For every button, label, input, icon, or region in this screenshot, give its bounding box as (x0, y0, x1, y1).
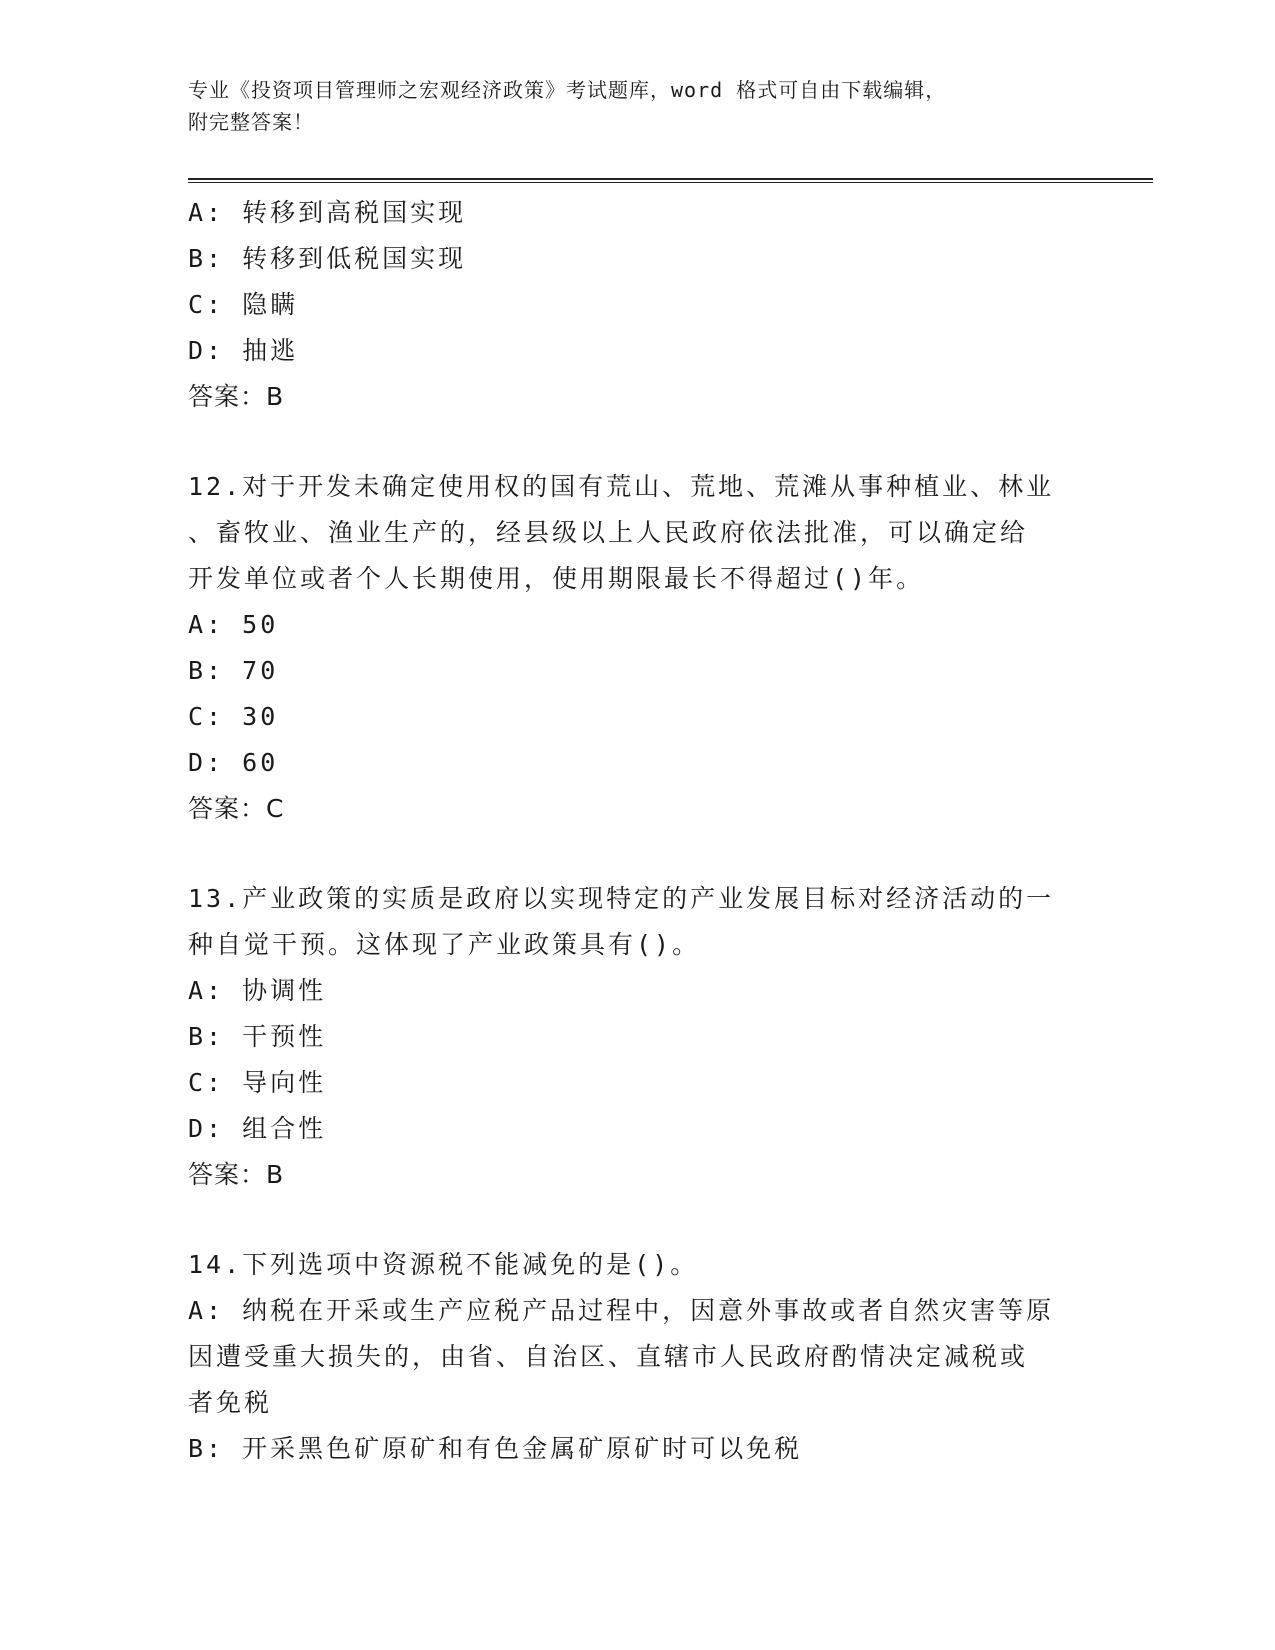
header-line-1: 专业《投资项目管理师之宏观经济政策》考试题库，word 格式可自由下载编辑， (188, 78, 947, 102)
option-b: B: 70 (188, 656, 279, 685)
header-divider-thin (188, 182, 1153, 183)
option-a-continued: 因遭受重大损失的，由省、自治区、直辖市人民政府酌情决定减税或 (188, 1342, 1029, 1371)
option-d: D: 组合性 (188, 1114, 327, 1143)
option-c: C: 30 (188, 702, 279, 731)
option-c: C: 隐瞒 (188, 290, 299, 319)
question-13 (188, 876, 1088, 1198)
option-b: B: 转移到低税国实现 (188, 244, 467, 273)
question-11 (188, 190, 1088, 420)
header-line-2: 附完整答案！ (188, 110, 314, 134)
option-a: A: 协调性 (188, 976, 327, 1005)
option-d: D: 抽逃 (188, 336, 299, 365)
option-a: A: 纳税在开采或生产应税产品过程中，因意外事故或者自然灾害等原 (188, 1296, 1055, 1325)
option-c: C: 导向性 (188, 1068, 327, 1097)
option-b: B: 开采黑色矿原矿和有色金属矿原矿时可以免税 (188, 1434, 803, 1463)
answer: 答案：C (188, 794, 285, 823)
option-a: A: 转移到高税国实现 (188, 198, 467, 227)
document-header (188, 74, 1088, 138)
header-divider-thick (188, 178, 1153, 180)
question-12 (188, 464, 1088, 832)
question-stem: 13.产业政策的实质是政府以实现特定的产业发展目标对经济活动的一 (188, 884, 1055, 913)
question-stem: 开发单位或者个人长期使用，使用期限最长不得超过()年。 (188, 564, 925, 593)
question-stem: 14.下列选项中资源税不能减免的是()。 (188, 1250, 699, 1279)
answer: 答案：B (188, 382, 285, 411)
question-list (188, 190, 1088, 1472)
question-stem: 种自觉干预。这体现了产业政策具有()。 (188, 930, 701, 959)
question-14 (188, 1242, 1088, 1472)
option-a-continued: 者免税 (188, 1388, 273, 1417)
option-b: B: 干预性 (188, 1022, 327, 1051)
option-d: D: 60 (188, 748, 279, 777)
option-a: A: 50 (188, 610, 279, 639)
answer: 答案：B (188, 1160, 285, 1189)
question-stem: 12.对于开发未确定使用权的国有荒山、荒地、荒滩从事种植业、林业 (188, 472, 1055, 501)
question-stem: 、畜牧业、渔业生产的，经县级以上人民政府依法批准，可以确定给 (188, 518, 1029, 547)
